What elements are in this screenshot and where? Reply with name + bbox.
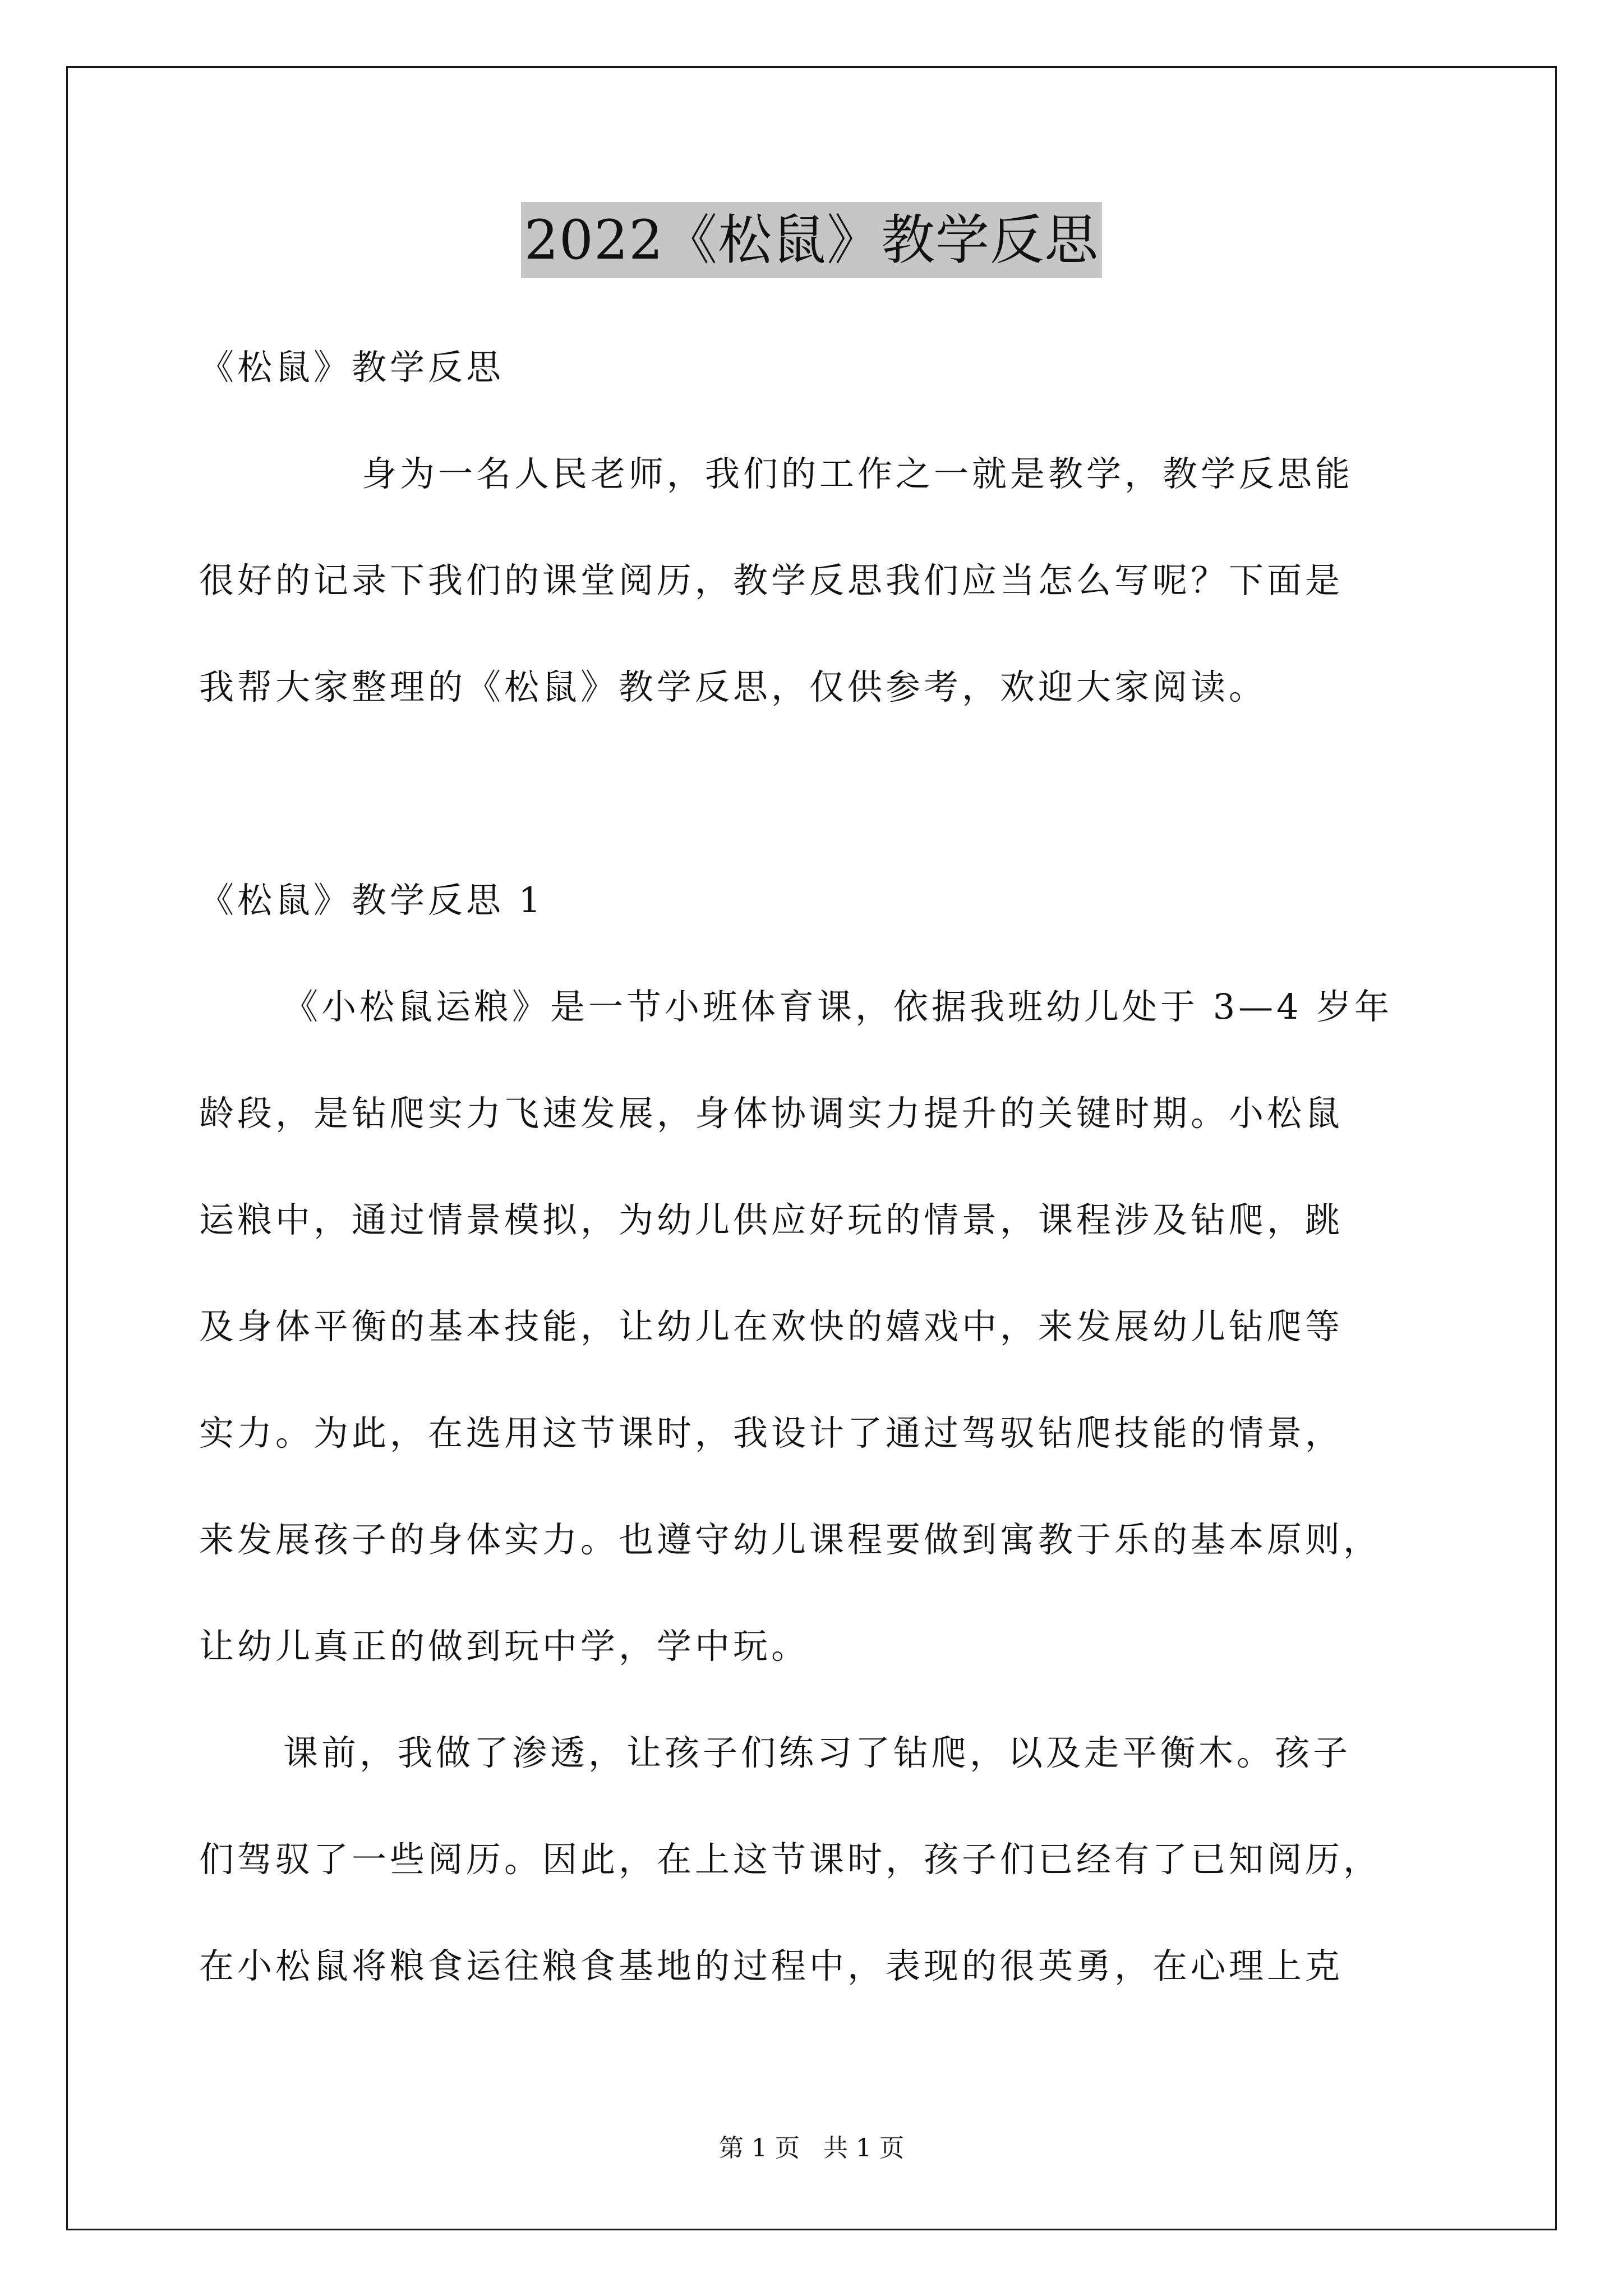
paragraph1-line-2: 龄段，是钻爬实力飞速发展，身体协调实力提升的关键时期。小松鼠 [199,1093,1344,1134]
title-container [0,202,1623,278]
paragraph1-line-1: 《小松鼠运粮》是一节小班体育课，依据我班幼儿处于 3—4 岁年 [283,986,1393,1027]
paragraph1-line-7: 让幼儿真正的做到玩中学，学中玩。 [199,1626,810,1667]
page-number-total: 共 1 页 [823,2134,904,2162]
paragraph1-line-3: 运粮中，通过情景模拟，为幼儿供应好玩的情景，课程涉及钻爬，跳 [199,1199,1344,1240]
spacer [199,740,1433,847]
paragraph1-line-6: 来发展孩子的身体实力。也遵守幼儿课程要做到寓教于乐的基本原则， [199,1519,1382,1560]
paragraph1-line-4: 及身体平衡的基本技能，让幼儿在欢快的嬉戏中，来发展幼儿钻爬等 [199,1306,1344,1347]
intro-line-1: 身为一名人民老师，我们的工作之一就是教学，教学反思能 [362,453,1354,494]
document-title: 2022《松鼠》教学反思 [521,202,1102,278]
page-footer [0,2132,1623,2165]
page-number-current: 第 1 页 [719,2134,800,2162]
paragraph2-line-1: 课前，我做了渗透，让孩子们练习了钻爬，以及走平衡木。孩子 [283,1732,1352,1773]
intro-line-2: 很好的记录下我们的课堂阅历，教学反思我们应当怎么写呢？下面是 [199,560,1344,601]
section-heading: 《松鼠》教学反思 1 [199,880,545,921]
paragraph2-line-3: 在小松鼠将粮食运往粮食基地的过程中，表现的很英勇，在心理上克 [199,1945,1344,1986]
subtitle: 《松鼠》教学反思 [199,347,505,388]
paragraph2-line-2: 们驾驭了一些阅历。因此，在上这节课时，孩子们已经有了已知阅历， [199,1839,1382,1880]
intro-line-3: 我帮大家整理的《松鼠》教学反思，仅供参考，欢迎大家阅读。 [199,666,1267,707]
paragraph1-line-5: 实力。为此，在选用这节课时，我设计了通过驾驭钻爬技能的情景， [199,1412,1344,1453]
document-body [199,314,1433,2019]
